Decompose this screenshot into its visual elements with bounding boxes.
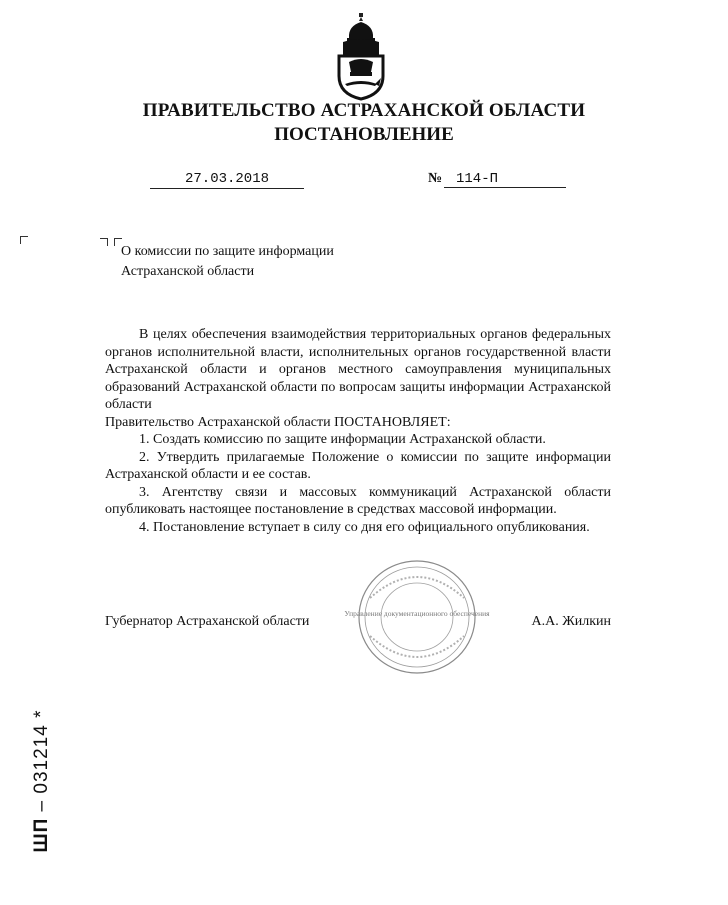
corner-mark-subject-right bbox=[100, 238, 108, 246]
body-item-3: 3. Агентству связи и массовых коммуникаций Астраханской области опубликовать настоящее постановление в средствах массовой информации. bbox=[105, 484, 611, 517]
serial-dash: – bbox=[31, 799, 52, 812]
signatory-position: Губернатор Астраханской области bbox=[105, 614, 310, 629]
body-item-1: 1. Создать комиссию по защите информации Астраханской области. bbox=[139, 432, 546, 447]
corner-mark-left bbox=[20, 236, 28, 244]
official-seal-icon bbox=[344, 558, 490, 676]
body-preamble: В целях обеспечения взаимодействия территориальных органов федеральных органов исполнительной власти, исполнительных органов государственной власти Астраханской области и органов местного самоуправления муниципальных образований Астраханской области по вопросам защиты информации Астраханской области bbox=[105, 327, 611, 412]
serial-series: ШП bbox=[31, 817, 52, 853]
body-item-4: 4. Постановление вступает в силу со дня его официального опубликования. bbox=[139, 519, 590, 535]
subject-line-1: О комиссии по защите информации bbox=[121, 244, 334, 259]
document-date: 27.03.2018 bbox=[150, 170, 304, 189]
government-title: ПРАВИТЕЛЬСТВО АСТРАХАНСКОЙ ОБЛАСТИ bbox=[142, 100, 586, 121]
serial-mark: * bbox=[31, 709, 52, 718]
document-number: 114-П bbox=[444, 170, 566, 188]
coat-of-arms-icon bbox=[335, 12, 387, 100]
side-serial-code bbox=[31, 691, 53, 871]
body-resolve: Правительство Астраханской области ПОСТАНОВЛЯЕТ: bbox=[105, 414, 451, 430]
document-body bbox=[105, 326, 611, 536]
subject-line-2: Астраханской области bbox=[121, 264, 255, 279]
serial-number: 031214 bbox=[31, 724, 52, 794]
number-sign: № bbox=[428, 171, 443, 186]
document-subject bbox=[121, 242, 381, 282]
body-item-2: 2. Утвердить прилагаемые Положение о комиссии по защите информации Астраханской области и ее состав. bbox=[105, 449, 611, 482]
document-type: ПОСТАНОВЛЕНИЕ bbox=[274, 124, 454, 145]
signatory-name: А.А. Жилкин bbox=[531, 614, 611, 629]
stamp-text: Управление документационного обеспечения bbox=[344, 609, 490, 618]
